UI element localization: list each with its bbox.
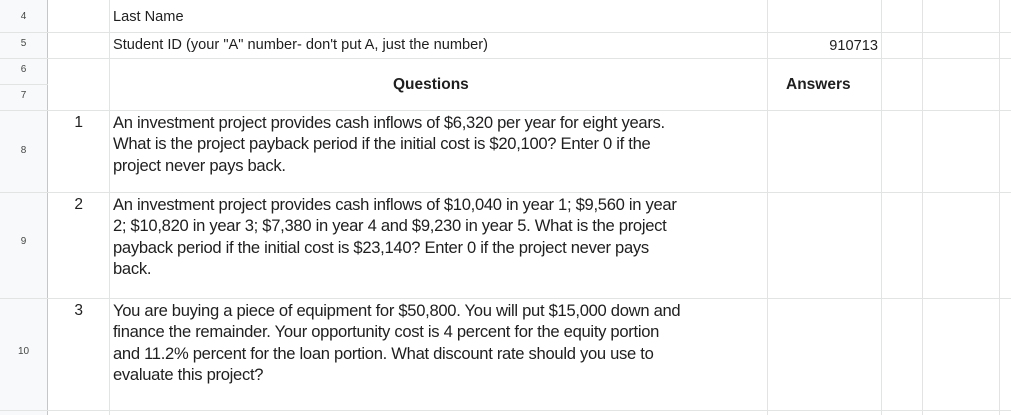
question-1-text[interactable]: [113, 112, 767, 176]
question-2-line: back.: [113, 258, 152, 278]
question-2-text[interactable]: [113, 194, 767, 279]
question-1-line: An investment project provides cash inflows of $6,320 per year for eight years.: [113, 113, 665, 132]
row-number-7[interactable]: 7: [20, 90, 27, 101]
column-divider: [999, 0, 1000, 415]
question-number-3[interactable]: 3: [74, 302, 83, 319]
answers-header[interactable]: Answers: [786, 76, 851, 93]
answer-cell-3[interactable]: [768, 299, 881, 410]
question-2-line: 2; $10,820 in year 3; $7,380 in year 4 and $9,230 in year 5. What is the project: [113, 216, 667, 236]
row-number-6[interactable]: 6: [20, 64, 27, 75]
question-3-line: You are buying a piece of equipment for $50,800. You will put $15,000 down and: [113, 301, 681, 320]
answer-cell-2[interactable]: [768, 193, 881, 298]
column-divider: [922, 0, 923, 415]
questions-header[interactable]: Questions: [393, 76, 469, 93]
question-number-1[interactable]: 1: [74, 114, 83, 131]
question-2-line: An investment project provides cash inflows of $10,040 in year 1; $9,560 in year: [113, 195, 677, 214]
student-id-label[interactable]: Student ID (your "A" number- don't put A, just the number): [113, 37, 488, 53]
row-divider: [0, 32, 1011, 33]
question-3-line: evaluate this project?: [113, 364, 264, 384]
row-number-5[interactable]: 5: [20, 38, 27, 49]
question-3-line: finance the remainder. Your opportunity cost is 4 percent for the equity portion: [113, 322, 660, 342]
column-divider: [881, 0, 882, 415]
question-1-line: project never pays back.: [113, 155, 286, 175]
question-3-text[interactable]: [113, 300, 767, 385]
row-divider: [0, 84, 48, 85]
row-number-9[interactable]: 9: [20, 236, 27, 247]
row-divider: [0, 410, 1011, 411]
column-divider: [109, 0, 110, 415]
question-3-line: and 11.2% percent for the loan portion. What discount rate should you use to: [113, 343, 654, 363]
last-name-label[interactable]: Last Name: [113, 9, 184, 25]
question-number-2[interactable]: 2: [74, 196, 83, 213]
row-number-4[interactable]: 4: [20, 11, 27, 22]
row-number-8[interactable]: 8: [20, 145, 27, 156]
student-id-value[interactable]: 910713: [829, 38, 878, 54]
question-2-line: payback period if the initial cost is $23,140? Enter 0 if the project never pays: [113, 237, 649, 257]
question-1-line: What is the project payback period if the initial cost is $20,100? Enter 0 if the: [113, 134, 651, 154]
answer-cell-1[interactable]: [768, 111, 881, 192]
row-divider: [0, 58, 1011, 59]
row-number-10[interactable]: 10: [17, 346, 30, 357]
